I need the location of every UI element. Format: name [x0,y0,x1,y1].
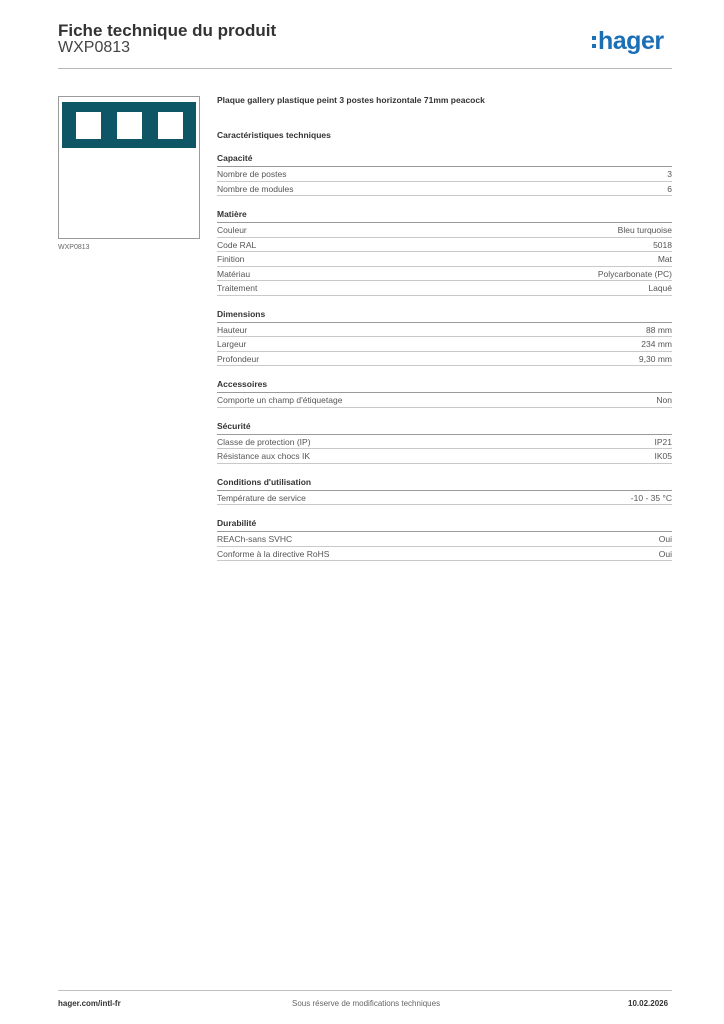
spec-row [217,337,672,352]
spec-value: 234 mm [641,339,672,349]
product-reference: WXP0813 [58,39,131,56]
spec-label: Conforme à la directive RoHS [217,548,330,559]
spec-value: Oui [658,548,672,559]
product-image [58,96,200,239]
spec-value: IP21 [654,436,672,447]
spec-label: Nombre de postes [217,169,287,179]
section-title: Sécurité [217,421,672,435]
spec-value: Polycarbonate (PC) [597,268,672,279]
spec-row [217,435,672,450]
plate-opening [117,112,142,139]
spec-row [217,393,672,408]
spec-value: 3 [667,169,672,179]
footer-divider [58,990,672,991]
spec-content [217,94,672,561]
spec-value: Bleu turquoise [617,225,672,235]
spec-row [217,532,672,547]
spec-row [217,352,672,367]
spec-value: Mat [657,254,672,264]
hager-logo [592,26,664,56]
spec-label: Hauteur [217,324,248,335]
spec-row [217,167,672,182]
spec-label: Finition [217,254,245,264]
image-caption: WXP0813 [58,244,90,251]
page-title: Fiche technique du produit [58,21,277,40]
spec-section [217,379,672,408]
spec-row [217,252,672,267]
spec-label: Comporte un champ d'étiquetage [217,395,343,405]
spec-label: Nombre de modules [217,183,294,194]
spec-row [217,223,672,238]
spec-label: Matériau [217,268,251,279]
spec-label: REACh-sans SVHC [217,534,293,544]
spec-section [217,153,672,196]
section-title: Durabilité [217,518,672,532]
logo-dots-icon [592,36,596,48]
spec-section [217,209,672,296]
footer-date: 10.02.2026 [628,999,669,1008]
section-title: Dimensions [217,309,672,323]
tech-heading: Caractéristiques techniques [217,130,331,140]
spec-value: -10 - 35 °C [630,492,672,503]
logo-text: hager [598,26,664,55]
spec-label: Traitement [217,283,258,293]
plate-illustration [62,102,196,148]
spec-section [217,477,672,506]
section-title: Conditions d'utilisation [217,477,672,491]
spec-section [217,518,672,561]
spec-row [217,323,672,338]
spec-section [217,309,672,367]
spec-value: 6 [667,183,672,194]
spec-label: Profondeur [217,353,260,364]
spec-label: Température de service [217,492,306,503]
spec-label: Largeur [217,339,247,349]
spec-row [217,238,672,253]
spec-label: Code RAL [217,239,257,250]
spec-value: 88 mm [646,324,672,335]
header-divider [58,68,672,69]
footer-disclaimer: Sous réserve de modifications techniques [292,999,441,1008]
product-title: Plaque gallery plastique peint 3 postes horizontale 71mm peacock [217,95,485,105]
spec-value: Oui [658,534,672,544]
plate-opening [76,112,101,139]
plate-opening [158,112,183,139]
spec-value: Laqué [648,283,672,293]
spec-row [217,491,672,506]
spec-value: Non [656,395,672,405]
spec-row [217,281,672,296]
spec-value: IK05 [654,451,672,461]
spec-value: 9,30 mm [638,353,672,364]
spec-row [217,547,672,562]
spec-row [217,182,672,197]
section-title: Accessoires [217,379,672,393]
section-title: Matière [217,209,672,223]
spec-value: 5018 [653,239,672,250]
spec-label: Couleur [217,225,247,235]
spec-label: Résistance aux chocs IK [217,451,311,461]
spec-row [217,267,672,282]
spec-section [217,421,672,464]
spec-row [217,449,672,464]
spec-sections [217,153,672,561]
section-title: Capacité [217,153,672,167]
spec-label: Classe de protection (IP) [217,436,311,447]
footer-website[interactable]: hager.com/intl-fr [58,999,121,1008]
